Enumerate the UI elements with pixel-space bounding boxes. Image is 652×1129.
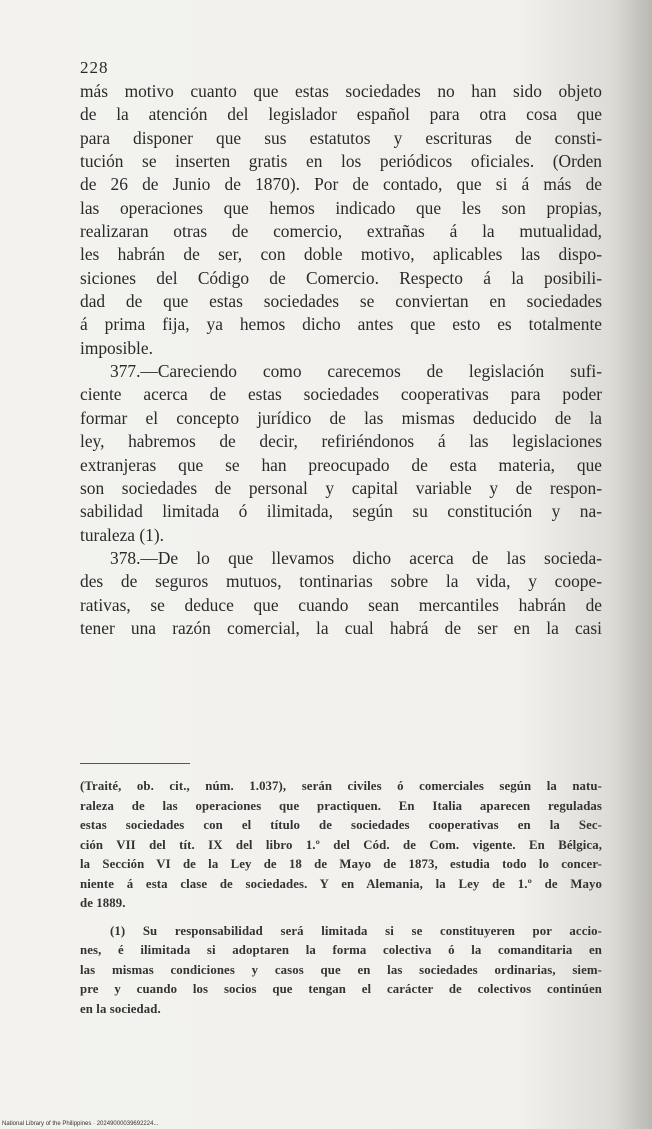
footnote-line: pre y cuando los socios que tengan el carácter de colectivos continúen — [80, 982, 602, 996]
text-line: tener una razón comercial, la cual habrá de ser en la casi — [80, 617, 602, 638]
text-line: son sociedades de personal y capital variable y de respon- — [80, 477, 602, 498]
text-line: siciones del Código de Comercio. Respecto á la posibili- — [80, 267, 602, 288]
library-footer: National Library of the Philippines · 20249000039692224... — [2, 1121, 159, 1127]
text-line: ley, habremos de decir, refiriéndonos á las legislaciones — [80, 431, 602, 452]
page-number: 228 — [80, 58, 109, 77]
footnote-line: (Traité, ob. cit., núm. 1.037), serán civiles ó comerciales según la natu- — [80, 779, 602, 793]
footnote-line: nes, é ilimitada si adoptaren la forma colectiva ó la comanditaria en — [80, 943, 602, 957]
text-line: des de seguros mutuos, tontinarias sobre la vida, y coope- — [80, 571, 602, 592]
footnote-1-start: (1) Su responsabilidad será limitada si se constituyeren por accio- — [110, 923, 602, 938]
text-line: formar el concepto jurídico de las mismas deducido de la — [80, 407, 602, 428]
text-line: sabilidad limitada ó ilimitada, según su constitución y na- — [80, 501, 602, 522]
text-line: dad de que estas sociedades se conviertan en sociedades — [80, 291, 602, 312]
text-line: rativas, se deduce que cuando sean mercantiles habrán de — [80, 594, 602, 615]
main-text — [80, 80, 602, 640]
text-line: de la atención del legislador español para otra cosa que — [80, 104, 602, 125]
paragraph-377-start: 377.—Careciendo como carecemos de legislación sufi- — [110, 361, 602, 382]
text-line: extranjeras que se han preocupado de esta materia, que — [80, 454, 602, 475]
text-line: para disponer que sus estatutos y escrituras de consti- — [80, 127, 602, 148]
footnote-line: la Sección VI de la Ley de 18 de Mayo de 1873, estudia todo lo concer- — [80, 857, 602, 871]
text-line: más motivo cuanto que estas sociedades no han sido objeto — [80, 81, 602, 101]
paragraph-378-start: 378.—De lo que llevamos dicho acerca de las socieda- — [110, 547, 602, 568]
text-line: á prima fija, ya hemos dicho antes que esto es totalmente — [80, 314, 602, 335]
text-line: imposible. — [80, 337, 153, 358]
footnotes — [80, 777, 602, 1019]
footnote-line: en la sociedad. — [80, 1001, 161, 1016]
text-line: las operaciones que hemos indicado que les son propias, — [80, 197, 602, 218]
footnote-line: ción VII del tít. IX del libro 1.º del Cód. de Com. vigente. En Bélgica, — [80, 837, 602, 852]
footnote-line: las mismas condiciones y casos que en las sociedades ordinarias, siem- — [80, 962, 602, 977]
text-line: tución se inserten gratis en los periódicos oficiales. (Orden — [80, 151, 602, 172]
footnote-line: estas sociedades con el título de sociedades cooperativas en la Sec- — [80, 818, 602, 832]
footnote-line: raleza de las operaciones que practiquen. En Italia aparecen reguladas — [80, 798, 602, 813]
text-line: ciente acerca de estas sociedades cooperativas para poder — [80, 384, 602, 405]
text-line: realizaran otras de comercio, extrañas á la mutualidad, — [80, 221, 602, 242]
footnote-line: de 1889. — [80, 896, 126, 910]
footnote-divider — [80, 763, 190, 764]
text-line: de 26 de Junio de 1870). Por de contado, que si á más de — [80, 174, 602, 195]
text-line: turaleza (1). — [80, 524, 164, 545]
text-line: les habrán de ser, con doble motivo, aplicables las dispo- — [80, 244, 602, 265]
footnote-line: niente á esta clase de sociedades. Y en Alemania, la Ley de 1.º de Mayo — [80, 876, 602, 891]
